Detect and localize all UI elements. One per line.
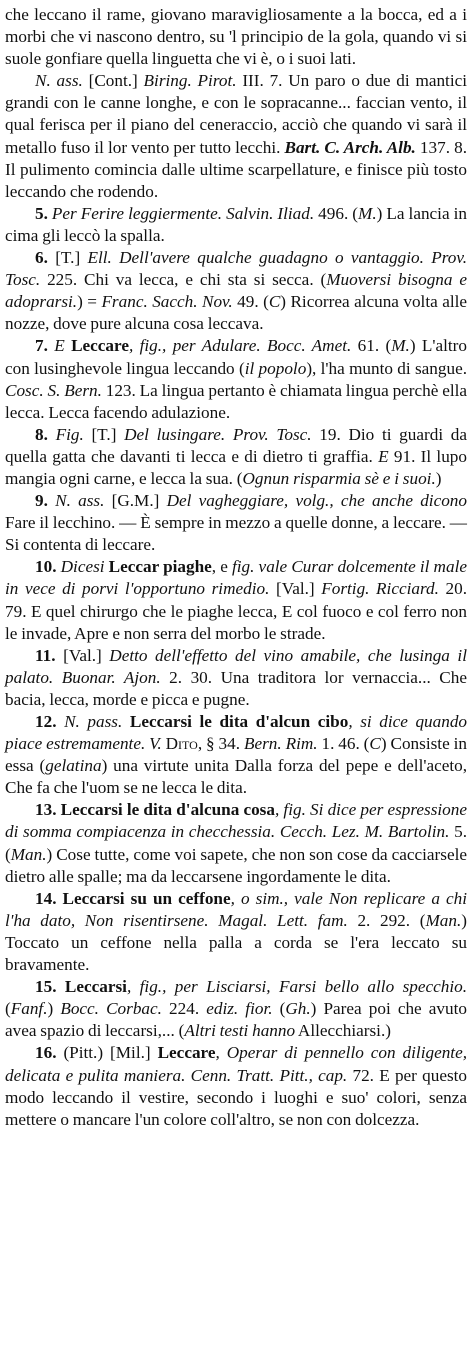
text-fragment: 61. ( [351, 336, 392, 356]
text-fragment: ) Ricorrea alcuna volta alle nozze, dove pure alcuna cosa leccava. [5, 292, 468, 334]
text-fragment: 6. [35, 248, 56, 268]
text-fragment: [Val.] [63, 645, 110, 665]
text-fragment: Leccarsi le dita d'alcun cibo [129, 712, 349, 731]
text-fragment: Del vagheggiare, volg., che anche dicono [166, 491, 467, 511]
text-fragment: [T.] [55, 248, 88, 268]
dictionary-paragraph [5, 335, 467, 423]
text-fragment: Dicesi [60, 557, 109, 577]
text-fragment: Fig. [55, 424, 84, 444]
text-fragment: Leccarsi le dita d'alcuna cosa [60, 800, 275, 820]
text-fragment: Bocc. Corbac. [60, 999, 162, 1019]
text-fragment: 91. Il lupo mangia ogni carne, e lecca la sua. ( [5, 446, 467, 488]
text-fragment: Del lusingare. Prov. Tosc. [124, 424, 312, 444]
text-fragment: Leccare [157, 1043, 216, 1063]
text-fragment: 5. ( [5, 822, 468, 864]
text-fragment: ) Cose tutte, come voi sapete, che non son cose da cacciarsele dietro alle spalle; ma da leccarsene ingordamente le dita. [5, 844, 467, 886]
text-fragment: III. 7. Un paro o due di mantici grandi con le canne longhe, e con le sopracanne... faccian vento, il qual ferisca per il piano del ceneraccio, acciò che quando vi sarà il metallo fuso il lor vento per tutto lecchi. [5, 71, 468, 157]
dictionary-paragraph [5, 888, 467, 976]
text-fragment: , si dice quando piace estremamente. V. [5, 712, 468, 754]
text-fragment: Dito [161, 734, 198, 754]
dictionary-paragraph [5, 4, 467, 70]
text-fragment: , fig., per Lisciarsi, Farsi bello allo specchio. [126, 977, 468, 997]
text-fragment: Leccar piaghe [108, 557, 212, 577]
text-fragment: 14. [35, 888, 63, 908]
text-fragment: Gh. [285, 999, 311, 1019]
text-fragment: ) [435, 468, 442, 488]
text-fragment: [T.] [83, 424, 125, 444]
text-fragment: Bern. Rim. [243, 734, 318, 754]
text-fragment: Man. [425, 910, 462, 930]
text-fragment: [Val.] [269, 579, 322, 599]
text-fragment: E [378, 446, 389, 466]
text-fragment: 2. 292. ( [347, 910, 426, 930]
text-fragment: M. [358, 203, 377, 223]
text-fragment: Bart. C. Arch. Alb. [284, 137, 416, 157]
text-fragment: 12. [35, 712, 65, 731]
text-fragment: , Operar di pennello con diligente, delicata e pulita maniera. Cenn. Tratt. Pitt., cap. [5, 1043, 467, 1085]
dictionary-paragraph [5, 203, 467, 247]
text-fragment: 1. 46. ( [317, 734, 370, 754]
text-fragment: 225. Chi va lecca, e chi sta si secca. ( [40, 270, 327, 290]
text-fragment: [Cont.] [82, 71, 144, 91]
text-fragment: Muoversi bisogna e adoprarsi. [5, 270, 467, 312]
text-fragment: N. ass. [55, 491, 105, 511]
dictionary-paragraph [5, 799, 467, 887]
text-fragment: Leccare [71, 336, 129, 356]
text-fragment: 10. [35, 557, 61, 577]
text-fragment: , o sim., vale Non replicare a chi l'ha dato, Non risentirsene. Magal. Lett. fam. [5, 888, 467, 930]
text-fragment: 224. [161, 999, 207, 1019]
text-fragment: Man. [10, 844, 47, 864]
text-fragment: , fig. Si dice per espressione di somma compiacenza in checchessia. Cecch. Lez. M. Bartolin. [5, 800, 468, 842]
text-fragment: 123. La lingua pertanto è chiamata lingua perchè ella lecca. Lecca facendo adulazione. [5, 380, 467, 422]
text-fragment: 5. [35, 203, 52, 223]
dictionary-paragraph [5, 976, 467, 1042]
text-fragment: Cosc. S. Bern. [5, 380, 102, 400]
text-fragment: ( [5, 999, 11, 1019]
text-fragment: (Pitt.) [Mil.] [63, 1043, 158, 1063]
dictionary-paragraph [5, 1042, 467, 1130]
text-fragment: gelatina [45, 756, 102, 776]
text-fragment: ) L'altro con lusinghevole lingua leccando ( [5, 336, 467, 378]
text-fragment: 11. [35, 645, 64, 665]
text-fragment: Allecchiarsi.) [295, 1021, 391, 1041]
dictionary-paragraph [5, 247, 467, 335]
text-fragment: ) Parea poi che avuto avea spazio di leccarsi,... ( [5, 999, 467, 1041]
text-fragment: 20. 79. E quel chirurgo che le piaghe lecca, E col fuoco e col ferro non le invade, Apre e non serra del morbo le strade. [5, 579, 467, 643]
text-fragment: 19. Dio ti guardi da quella gatta che davanti ti lecca e di dietro ti graffia. [5, 424, 468, 466]
text-fragment: E [54, 336, 72, 356]
text-fragment: N. ass. [35, 71, 83, 91]
text-fragment: 9. [35, 491, 56, 511]
text-fragment: 137. 8. Il pulimento comincia dalle ultime scarpellature, e finisce più tosto leccando che rodendo. [5, 137, 467, 201]
text-fragment: Leccarsi su un ceffone [62, 888, 231, 908]
text-fragment: 7. [35, 336, 55, 356]
text-fragment: 49. ( [232, 292, 269, 312]
text-fragment: , e [211, 557, 232, 577]
text-fragment: il popolo [244, 358, 307, 378]
dictionary-paragraph [5, 711, 467, 799]
text-fragment: Franc. Sacch. Nov. [101, 292, 233, 312]
text-fragment: Fortig. Ricciard. [321, 579, 439, 599]
text-fragment: 8. [35, 424, 56, 444]
dictionary-paragraph [5, 645, 467, 711]
text-fragment: ediz. fior. [206, 999, 273, 1019]
text-fragment: Ognun risparmia sè e i suoi. [242, 468, 436, 488]
text-fragment: 496. ( [314, 203, 359, 223]
text-fragment: ) Consiste in essa ( [5, 734, 467, 776]
text-fragment: Biring. Pirot. [143, 71, 237, 91]
text-fragment: 72. E per questo modo leccando il vestire, secondo i luoghi e suo' colori, senza mettere o mancare l'un colore coll'altro, se non con dolcezza. [5, 1065, 468, 1129]
text-fragment: ) Toccato un ceffone nella palla a corda se l'era leccato su bravamente. [5, 910, 467, 975]
text-fragment: ), l'ha munto di sangue. [306, 358, 468, 378]
dictionary-paragraph [5, 70, 467, 203]
text-fragment: ) una virtute unita Dalla forza del pepe e dell'aceto, Che fa che l'uom se ne lecca le dita. [5, 756, 467, 798]
dictionary-paragraph [5, 556, 467, 644]
text-fragment: C [369, 734, 381, 754]
text-fragment: Ell. Dell'avere qualche guadagno o vantaggio. Prov. Tosc. [5, 248, 468, 290]
dictionary-paragraph [5, 424, 467, 490]
text-fragment: [G.M.] [104, 491, 167, 511]
text-fragment: Fanf. [10, 999, 48, 1019]
text-fragment: che leccano il rame, giovano maravigliosamente a la bocca, ed a i morbi che vi nascono dentro, su 'l principio de la gola, quando vi si suole gonfiare quella linguetta che vi è, o i suoi lati. [5, 5, 467, 69]
text-fragment: 16. [35, 1043, 64, 1063]
text-fragment: M. [391, 336, 410, 356]
text-fragment: Altri testi hanno [184, 1021, 296, 1041]
text-fragment: fig. vale Curar dolcemente il male in vece di porvi l'opportuno rimedio. [5, 557, 467, 599]
text-fragment: N. pass. [64, 712, 130, 731]
text-fragment: 15. [35, 977, 65, 997]
text-fragment: Per Ferire leggiermente. Salvin. Iliad. [51, 203, 315, 223]
text-fragment: Fare il lecchino. — È sempre in mezzo a quelle donne, a leccare. — Si contenta di leccare. [5, 513, 467, 555]
text-fragment: 2. 30. Una traditora lor vernaccia... Che bacia, lecca, morde e picca e pugne. [5, 667, 467, 709]
dictionary-paragraph [5, 490, 467, 556]
text-fragment: ) La lancia in cima gli leccò la spalla. [5, 203, 467, 245]
text-fragment: Leccarsi [64, 977, 127, 997]
text-fragment: ( [272, 999, 286, 1019]
text-fragment: ) = [77, 292, 102, 312]
text-fragment: 13. [35, 800, 61, 820]
text-fragment: ) [47, 999, 61, 1019]
text-fragment: , § 34. [197, 734, 244, 754]
text-fragment: Detto dell'effetto del vino amabile, che lusinga il palato. Buonar. Ajon. [5, 645, 467, 687]
text-fragment: , fig., per Adulare. Bocc. Amet. [128, 336, 352, 356]
text-fragment: C [268, 292, 281, 312]
